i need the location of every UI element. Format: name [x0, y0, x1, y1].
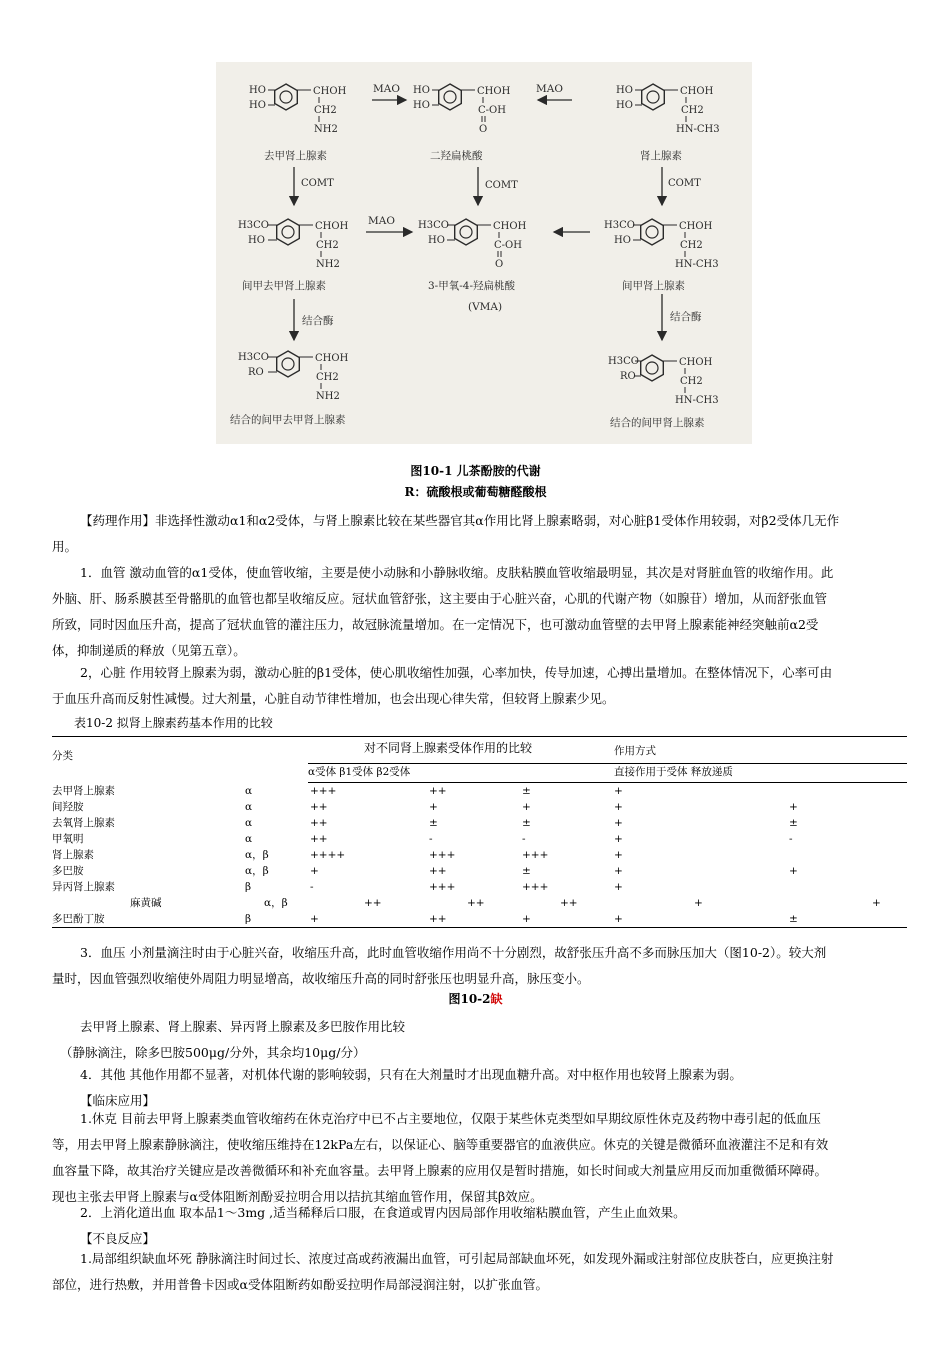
section-shock: 1.休克 目前去甲肾上腺素类血管收缩药在休克治疗中已不占主要地位，仅限于某些休克类型如早期纹原性休克及药物中毒引起的低血压 等，用去甲肾上腺素静脉滴注，使收缩压维持在12kPa左右，以保证心、脑等重要器官的血液供应。休克的关键是微循环血液灌注不足和有效 血容量下降，故其治疗关键应是改善微循环和补充血容量。去甲肾上腺素的应用仅是暂时措施，如长时间或大剂量应用反而加重微循环障碍。 现也主张去甲肾上腺素与α受体阻断剂酚妥拉明合用以拮抗其缩血管作用，保留其β效应。	[52, 1111, 829, 1204]
table-row	[52, 895, 907, 911]
table-subheader-row	[308, 763, 907, 783]
compound-label: 3-甲氧-4-羟扁桃酸	[428, 280, 516, 292]
enzyme-label: MAO	[536, 83, 563, 95]
table-row	[52, 815, 907, 831]
table-cell-d: +	[614, 833, 623, 845]
table-row	[52, 879, 907, 895]
svg-text:CHOH: CHOH	[680, 86, 714, 97]
svg-text:H3CO: H3CO	[418, 220, 449, 231]
compound-label: 结合的间甲去甲肾上腺素	[230, 414, 346, 426]
table-cell-name: 多巴胺	[52, 865, 84, 877]
table-cell-rec: α	[245, 833, 253, 845]
svg-text:CH2: CH2	[680, 240, 703, 251]
enzyme-label: MAO	[368, 215, 395, 227]
table-cell-b1: ±	[429, 817, 438, 829]
compound-label: 二羟扁桃酸	[430, 150, 483, 162]
table-cell-b2: +	[522, 913, 531, 925]
table-row	[52, 863, 907, 879]
svg-text:CHOH: CHOH	[679, 357, 713, 368]
svg-text:CH2: CH2	[314, 105, 337, 116]
compound-label: 去甲肾上腺素	[264, 150, 327, 162]
table-cell-b1: +	[429, 801, 438, 813]
table-cell-name: 去甲肾上腺素	[52, 785, 115, 797]
table-row	[52, 799, 907, 815]
table-cell-d: +	[614, 801, 623, 813]
svg-text:CH2: CH2	[680, 376, 703, 387]
table-cell-name: 甲氧明	[52, 833, 84, 845]
svg-text:CHOH: CHOH	[315, 221, 349, 232]
svg-text:HO: HO	[413, 85, 430, 96]
table-cell-rec: α	[245, 817, 253, 829]
table-cell-b1: -	[429, 833, 433, 845]
svg-text:CH2: CH2	[681, 105, 704, 116]
section-heart: 2，心脏 作用较肾上腺素为弱，激动心脏的β1受体，使心肌收缩性加强，心率加快，传导加速，心搏出量增加。在整体情况下，心率可由 于血压升高而反射性减慢。过大剂量，心脏自动节律性增加，也会出现心律失常，但较肾上腺素少见。	[52, 665, 833, 706]
section-ischemic-necrosis: 1.局部组织缺血坏死 静脉滴注时间过长、浓度过高或药液漏出血管，可引起局部缺血坏死，如发现外漏或注射部位皮肤苍白，应更换注射 部位，进行热敷，并用普鲁卡因或α受体阻断药如酚妥拉明作局部浸润注射，以扩张血管。	[52, 1251, 834, 1292]
table-cell-rec: α，β	[264, 897, 288, 909]
compound-label: 间甲肾上腺素	[622, 280, 685, 292]
table-cell-rec: α，β	[245, 865, 269, 877]
svg-text:HO: HO	[616, 85, 633, 96]
table-cell-r: +	[872, 897, 881, 909]
table-cell-a: ++	[310, 801, 328, 813]
svg-text:H3CO: H3CO	[238, 352, 269, 363]
svg-text:NH2: NH2	[314, 124, 338, 135]
missing-figure-note: 缺	[490, 992, 503, 1006]
table-cell-r: ±	[789, 817, 798, 829]
svg-text:HN-CH3: HN-CH3	[676, 124, 720, 135]
table-cell-rec: α	[245, 785, 253, 797]
svg-text:CHOH: CHOH	[313, 86, 347, 97]
svg-text:HN-CH3: HN-CH3	[675, 259, 719, 270]
table-cell-b1: +++	[429, 881, 456, 893]
svg-text:RO: RO	[248, 367, 264, 378]
svg-text:CH2: CH2	[316, 240, 339, 251]
table-body	[52, 783, 907, 927]
svg-text:H3CO: H3CO	[238, 220, 269, 231]
svg-text:HO: HO	[413, 100, 430, 111]
table-cell-rec: β	[245, 913, 252, 925]
table-row	[52, 831, 907, 847]
table-cell-d: +	[614, 817, 623, 829]
svg-text:HN-CH3: HN-CH3	[675, 395, 719, 406]
table-cell-b2: ++	[560, 897, 578, 909]
compound-label: 结合的间甲肾上腺素	[610, 417, 705, 429]
enzyme-label: 结合酶	[670, 311, 702, 323]
svg-text:NH2: NH2	[316, 259, 340, 270]
table-cell-d: +	[614, 881, 623, 893]
svg-text:C-OH: C-OH	[494, 240, 522, 251]
table-cell-b1: ++	[429, 865, 447, 877]
table-cell-b2: ±	[522, 785, 531, 797]
table-cell-rec: β	[245, 881, 252, 893]
subheader-mode: 直接作用于受体 释放递质	[614, 766, 733, 778]
table-cell-name: 间羟胺	[52, 801, 84, 813]
svg-text:CH2: CH2	[316, 372, 339, 383]
table-cell-r: +	[789, 801, 798, 813]
figure-10-2-caption: 图10-2缺	[448, 992, 503, 1006]
table-cell-a: -	[310, 881, 314, 893]
table-row	[52, 911, 907, 927]
table-cell-name: 麻黄碱	[130, 897, 162, 909]
svg-text:C-OH: C-OH	[478, 105, 506, 116]
svg-text:CHOH: CHOH	[493, 221, 527, 232]
svg-text:O: O	[495, 259, 504, 270]
table-cell-a: +	[310, 865, 319, 877]
svg-text:HO: HO	[616, 100, 633, 111]
normetanephrine-structure	[238, 219, 349, 292]
section-gi-bleeding: 2．上消化道出血 取本品1～3mg ,适当稀释后口服，在食道或胃内因局部作用收缩粘膜血管，产生止血效果。 【不良反应】	[80, 1205, 686, 1246]
header-mode: 作用方式	[614, 745, 656, 757]
conjugated-normetanephrine-structure	[230, 351, 349, 426]
svg-text:CHOH: CHOH	[679, 221, 713, 232]
svg-text:HO: HO	[428, 235, 445, 246]
compound-label: 肾上腺素	[640, 150, 682, 162]
table-cell-b1: ++	[467, 897, 485, 909]
table-cell-a: ++	[364, 897, 382, 909]
comparison-table	[52, 736, 907, 928]
metanephrine-structure	[604, 219, 719, 292]
svg-text:HO: HO	[248, 235, 265, 246]
dihydroxymandelic-acid-structure	[413, 84, 511, 162]
table-cell-d: +	[694, 897, 703, 909]
table-cell-name: 肾上腺素	[52, 849, 94, 861]
section-other-effects: 4．其他 其他作用都不显著，对机体代谢的影响较弱，只有在大剂量时才出现血糖升高。对中枢作用也较肾上腺素为弱。 【临床应用】	[80, 1067, 742, 1108]
table-cell-b2: ±	[522, 817, 531, 829]
svg-text:H3CO: H3CO	[604, 220, 635, 231]
header-receptor-comparison: 对不同肾上腺素受体作用的比较	[364, 741, 533, 755]
table-title: 表10-2 拟肾上腺素药基本作用的比较	[74, 716, 273, 730]
table-cell-a: ++	[310, 817, 328, 829]
table-cell-b1: ++	[429, 785, 447, 797]
subheader-receptors: α受体 β1受体 β2受体	[308, 766, 411, 778]
svg-text:CHOH: CHOH	[477, 86, 511, 97]
table-cell-rec: α，β	[245, 849, 269, 861]
figure-subcaption: R：硫酸根或葡萄糖醛酸根	[404, 485, 547, 499]
table-row	[52, 783, 907, 799]
table-cell-b1: ++	[429, 913, 447, 925]
table-cell-rec: α	[245, 801, 253, 813]
svg-text:H3CO: H3CO	[608, 356, 639, 367]
table-cell-a: +	[310, 913, 319, 925]
table-cell-r: ±	[789, 913, 798, 925]
catecholamine-metabolism-figure	[216, 62, 752, 444]
table-cell-b2: +	[522, 801, 531, 813]
enzyme-label: MAO	[373, 83, 400, 95]
table-cell-a: ++++	[310, 849, 346, 861]
table-cell-b2: -	[522, 833, 526, 845]
table-cell-name: 多巴酚丁胺	[52, 913, 105, 925]
norepinephrine-structure	[249, 84, 347, 162]
table-cell-a: ++	[310, 833, 328, 845]
svg-text:O: O	[479, 124, 488, 135]
table-cell-d: +	[614, 785, 623, 797]
svg-text:HO: HO	[249, 85, 266, 96]
compound-abbr: (VMA)	[468, 301, 503, 313]
pharmacology-intro: 【药理作用】非选择性激动α1和α2受体，与肾上腺素比较在某些器官其α作用比肾上腺素略弱，对心脏β1受体作用较弱，对β2受体几无作 用。	[52, 513, 840, 554]
svg-text:NH2: NH2	[316, 391, 340, 402]
table-cell-b1: +++	[429, 849, 456, 861]
figure-caption: 图10-1 儿茶酚胺的代谢	[410, 464, 541, 478]
table-cell-d: +	[614, 865, 623, 877]
vma-structure	[418, 219, 527, 313]
svg-text:CHOH: CHOH	[315, 353, 349, 364]
table-cell-r: +	[789, 865, 798, 877]
table-cell-d: +	[614, 849, 623, 861]
enzyme-label: COMT	[668, 178, 701, 189]
table-cell-name: 去氧肾上腺素	[52, 817, 115, 829]
table-cell-name: 异丙肾上腺素	[52, 881, 115, 893]
table-row	[52, 847, 907, 863]
svg-text:RO: RO	[620, 371, 636, 382]
enzyme-label: 结合酶	[302, 315, 334, 327]
compound-label: 间甲去甲肾上腺素	[242, 280, 326, 292]
section-blood-pressure: 3．血压 小剂量滴注时由于心脏兴奋，收缩压升高，此时血管收缩作用尚不十分剧烈，故舒张压升高不多而脉压加大（图10-2）。较大剂 量时，因血管强烈收缩使外周阻力明显增高，故收缩压升高的同时舒张压也明显升高，脉压变小。	[52, 945, 827, 986]
svg-text:HO: HO	[614, 235, 631, 246]
conjugated-metanephrine-structure	[608, 355, 719, 429]
table-cell-b2: +++	[522, 849, 549, 861]
table-cell-b2: ±	[522, 865, 531, 877]
epinephrine-structure	[616, 84, 720, 162]
table-cell-d: +	[614, 913, 623, 925]
table-header-row	[52, 737, 907, 763]
figure-10-2-description: 去甲肾上腺素、肾上腺素、异丙肾上腺素及多巴胺作用比较 （静脉滴注，除多巴胺500μg/分外，其余均10μg/分）	[60, 1019, 406, 1060]
table-cell-b2: +++	[522, 881, 549, 893]
enzyme-label: COMT	[485, 180, 518, 191]
enzyme-label: COMT	[301, 178, 334, 189]
header-category: 分类	[52, 750, 73, 762]
table-cell-r: -	[789, 833, 793, 845]
table-cell-a: +++	[310, 785, 337, 797]
section-blood-vessels: 1．血管 激动血管的α1受体，使血管收缩，主要是使小动脉和小静脉收缩。皮肤粘膜血管收缩最明显，其次是对肾脏血管的收缩作用。此 外脑、肝、肠系膜甚至骨骼肌的血管也都呈收缩反应。冠状血管舒张，这主要由于心脏兴奋，心肌的代谢产物（如腺苷）增加，从而舒张血管 所致，同时因血压升高，提高了冠状血管的灌注压力，故冠脉流量增加。在一定情况下，也可激动血管壁的去甲肾上腺素能神经突触前α2受 体，抑制递质的释放（见第五章）。	[52, 565, 834, 658]
svg-text:HO: HO	[249, 100, 266, 111]
